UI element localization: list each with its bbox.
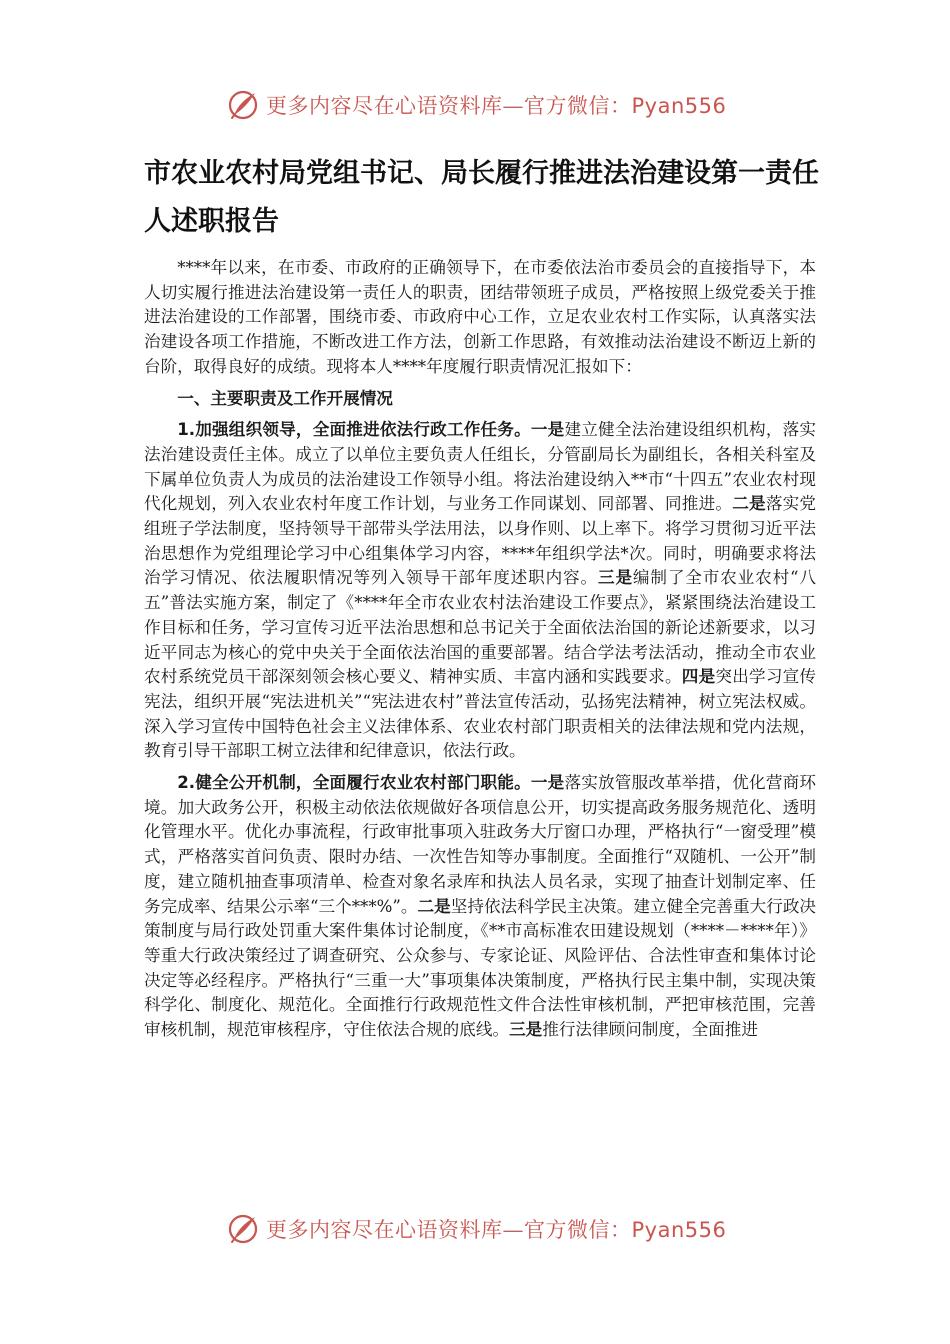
p1-marker-1: 一是 bbox=[530, 420, 565, 440]
p2-marker-1: 一是 bbox=[530, 773, 565, 793]
quill-logo-icon bbox=[226, 88, 260, 122]
intro-paragraph: ****年以来，在市委、市政府的正确领导下，在市委依法治市委员会的直接指导下，本人切实履行推进法治建设第一责任人的职责，团结带领班子成员，严格按照上级党委关于推进法治建设的工作部署，围绕市委、市政府中心工作，立足农业农村工作实际，认真落实法治建设各项工作措施，不断改进工作方法，创新工作思路，有效推动法治建设不断迈上新的台阶，取得良好的成绩。现将本人****年度履行职责情况汇报如下： bbox=[144, 258, 816, 376]
p1-marker-4: 四是 bbox=[681, 667, 716, 687]
banner-wechat-label: 官方微信： bbox=[524, 1218, 632, 1242]
banner-separator: — bbox=[502, 94, 524, 118]
p2-marker-3: 三是 bbox=[509, 1020, 543, 1040]
banner-handle: Pyan556 bbox=[631, 94, 727, 118]
banner-text bbox=[266, 1214, 726, 1244]
section-heading: 一、主要职责及工作开展情况 bbox=[177, 388, 393, 408]
document-body bbox=[144, 256, 816, 1043]
p2-text-3: 推行法律顾问制度，全面推进 bbox=[542, 1020, 758, 1040]
document-title: 市农业农村局党组书记、局长履行推进法治建设第一责任人述职报告 bbox=[144, 158, 819, 237]
p1-text-1: 建立健全法治建设组织机构，落实法治建设责任主体。成立了以单位主要负责人任组长，分管副局长为副组长，各相关科室及下属单位负责人为成员的法治建设工作领导小组。将法治建设纳入**市“十四五”农业农村现代化规划，列入农业农村年度工作计划，与业务工作同谋划、同部署、同推进。 bbox=[144, 420, 817, 514]
banner-main-text: 更多内容尽在心语资料库 bbox=[266, 94, 503, 118]
p2-marker-2: 二是 bbox=[417, 896, 451, 916]
p1-text-3: 编制了全市农业农村“八五”普法实施方案，制定了《****年全市农业农村法治建设工作要点》，紧紧围绕法治建设工作目标和任务，学习宣传习近平法治思想和总书记关于全面依法治国的新论述新要求，以习近平同志为核心的党中央关于全面依法治国的重要部署。结合学法考法活动，推动全市农业农村系统党员干部深刻领会核心要义、精神实质、丰富内涵和实践要求。 bbox=[144, 568, 816, 687]
p2-text-2: 坚持依法科学民主决策。建立健全完善重大行政决策制度与局行政处罚重大案件集体讨论制度，《**市高标准农田建设规划（****－****年）》等重大行政决策经过了调查研究、公众参与、专家论证、风险评估、合法性审查和集体讨论决定等必经程序。严格执行“三重一大”事项集体决策制度，严格执行民主集中制，实现决策科学化、制度化、规范化。全面推行行政规范性文件合法性审核机制，严把审核范围，完善审核机制，规范审核程序，守住依法合规的底线。 bbox=[144, 896, 817, 1040]
paragraph-1 bbox=[144, 418, 816, 764]
banner-handle: Pyan556 bbox=[631, 1218, 727, 1242]
paragraph-2 bbox=[144, 771, 816, 1043]
header-watermark-banner bbox=[226, 88, 726, 122]
banner-wechat-label: 官方微信： bbox=[524, 94, 632, 118]
banner-separator: — bbox=[502, 1218, 524, 1242]
p2-text-1: 落实放管服改革举措，优化营商环境。加大政务公开，积极主动依法依规做好各项信息公开，切实提高政务服务规范化、透明化管理水平。优化办事流程，行政审批事项入驻政务大厅窗口办理，严格执行“一窗受理”模式，严格落实首问负责、限时办结、一次性告知等办事制度。全面推行“双随机、一公开”制度，建立随机抽查事项清单、检查对象名录库和执法人员名录，实现了抽查计划制定率、任务完成率、结果公示率“三个***%”。 bbox=[144, 773, 817, 916]
p1-marker-2: 二是 bbox=[732, 494, 766, 514]
footer-watermark-banner bbox=[226, 1212, 726, 1246]
banner-main-text: 更多内容尽在心语资料库 bbox=[266, 1218, 503, 1242]
paragraph-1-lead: 1.加强组织领导，全面推进依法行政工作任务。 bbox=[177, 420, 531, 440]
p1-text-4: 突出学习宣传宪法，组织开展“宪法进机关”“宪法进农村”普法宣传活动，弘扬宪法精神，树立宪法权威。深入学习宣传中国特色社会主义法律体系、农业农村部门职责相关的法律法规和党内法规，教育引导干部职工树立法律和纪律意识，依法行政。 bbox=[144, 667, 817, 761]
banner-text bbox=[266, 90, 726, 120]
quill-logo-icon bbox=[226, 1212, 260, 1246]
paragraph-2-lead: 2.健全公开机制，全面履行农业农村部门职能。 bbox=[177, 773, 531, 793]
p1-text-2: 落实党组班子学法制度，坚持领导干部带头学法用法，以身作则、以上率下。将学习贯彻习近平法治思想作为党组理论学习中心组集体学习内容，****年组织学法*次。同时，明确要求将法治学习情况、依法履职情况等列入领导干部年度述职内容。 bbox=[144, 494, 817, 588]
p1-marker-3: 三是 bbox=[597, 568, 633, 588]
